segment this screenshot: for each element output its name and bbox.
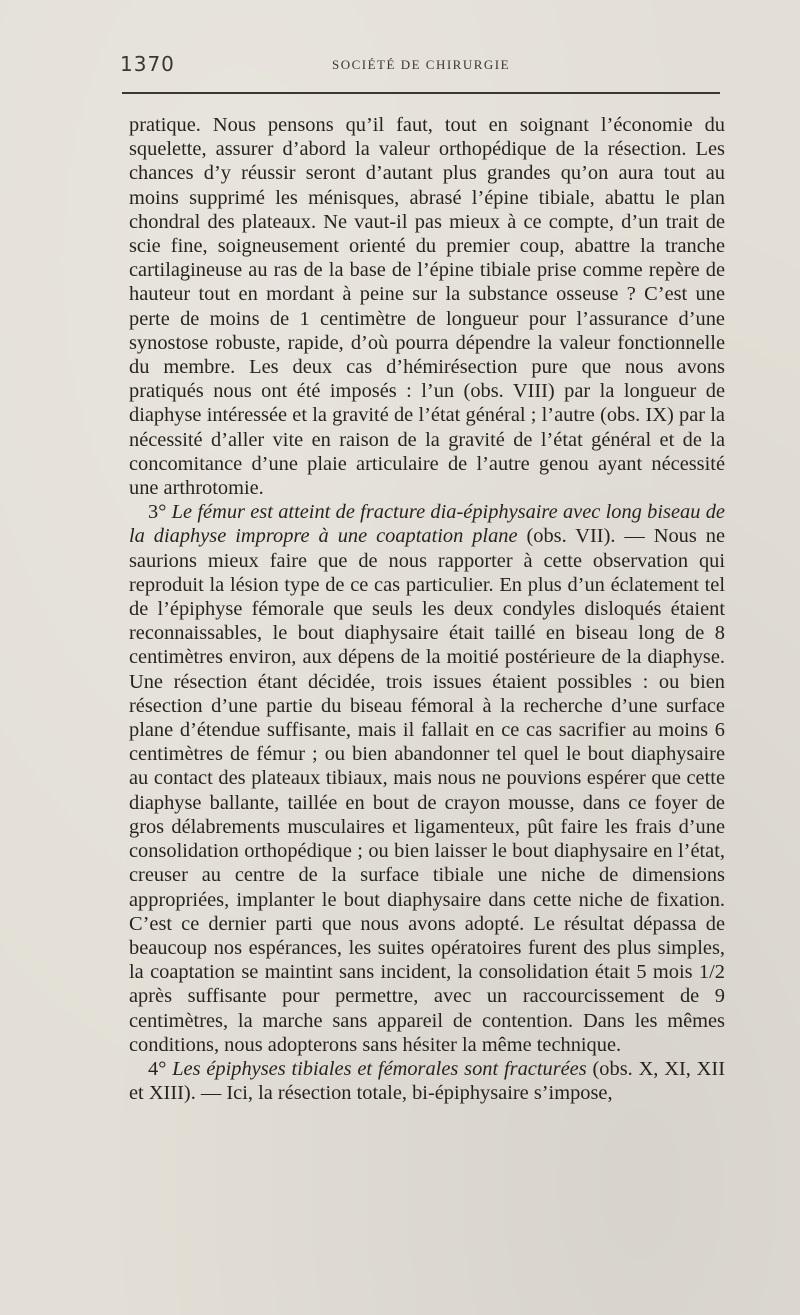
page-number: 1370: [120, 52, 175, 76]
running-head: SOCIÉTÉ DE CHIRURGIE: [332, 57, 511, 72]
item-number: 4°: [148, 1057, 167, 1080]
paragraph: [129, 113, 725, 500]
paragraph-text: pratique. Nous pensons qu’il faut, tout en soignant l’économie du squelette, assurer d’abord la valeur orthopédique de la résection. Les chances d’y réussir seront d’autant plus grandes qu’on aura tout au moins supprimé les ménisques, abrasé l’épine tibiale, abattu le plan chondral des plateaux. Ne vaut-il pas mieux à ce compte, d’un trait de scie fine, soigneusement orienté du premier coup, abattre la tranche cartilagineuse au ras de la base de l’épine tibiale prise comme repère de hauteur tout en mordant à peine sur la substance osseuse ? C’est une perte de moins de 1 centimètre de longueur pour l’assurance d’une synostose robuste, rapide, d’où pourra dépendre la valeur fonctionnelle du membre. Les deux cas d’hémirésection pure que nous avons pratiqués nous ont été imposés : l’un (obs. VIII) par la longueur de diaphyse intéressée et la gravité de l’état général ; l’autre (obs. IX) par la nécessité d’aller vite en raison de la gravité de l’état général et de la concomitance d’une plaie articulaire de l’autre genou ayant nécessité une arthrotomie.: [129, 114, 725, 500]
header-rule: [122, 92, 720, 94]
body-text: [129, 113, 725, 1105]
paragraph-text: (obs. X, XI, XII et XIII). — Ici, la résection totale, bi-épiphysaire s’impose,: [129, 1057, 725, 1105]
paragraph: [129, 500, 725, 1057]
italic-heading: Les épiphyses tibiales et fémorales sont fracturées: [172, 1057, 587, 1080]
paragraph: [129, 1057, 725, 1105]
page-header: [120, 52, 726, 82]
italic-heading: Le fémur est atteint de fracture dia-épiphysaire avec long biseau de la diaphyse impropre à une coaptation plane: [129, 501, 725, 548]
paragraph-text: (obs. VII). — Nous ne saurions mieux faire que de nous rapporter à cette observation qui reproduit la lésion type de ce cas particulier. En plus d’un éclatement tel de l’épiphyse fémorale que seuls les deux condyles disloqués étaient reconnaissables, le bout diaphysaire était taillé en biseau long de 8 centimètres environ, aux dépens de la moitié postérieure de la diaphyse. Une résection étant décidée, trois issues étaient possibles : ou bien résection d’une partie du biseau fémoral à la recherche d’une surface plane d’étendue suffisante, mais il fallait en ce cas sacrifier au moins 6 centimètres de fémur ; ou bien abandonner tel quel le bout diaphysaire au contact des plateaux tibiaux, mais nous ne pouvions espérer que cette diaphyse ballante, taillée en bout de crayon mousse, dans ce foyer de gros délabrements musculaires et ligamenteux, pût faire les frais d’une consolidation orthopédique ; ou bien laisser le bout diaphysaire en l’état, creuser au centre de la surface tibiale une niche de dimensions appropriées, implanter le bout diaphysaire dans cette niche de fixation. C’est ce dernier parti que nous avons adopté. Le résultat dépassa de beaucoup nos espérances, les suites opératoires furent des plus simples, la coaptation se maintint sans incident, la consolidation était 5 mois 1/2 après suffisante pour permettre, avec un raccourcissement de 9 centimètres, la marche sans appareil de contention. Dans les mêmes conditions, nous adopterons sans hésiter la même technique.: [129, 525, 725, 1056]
item-number: 3°: [148, 501, 167, 524]
